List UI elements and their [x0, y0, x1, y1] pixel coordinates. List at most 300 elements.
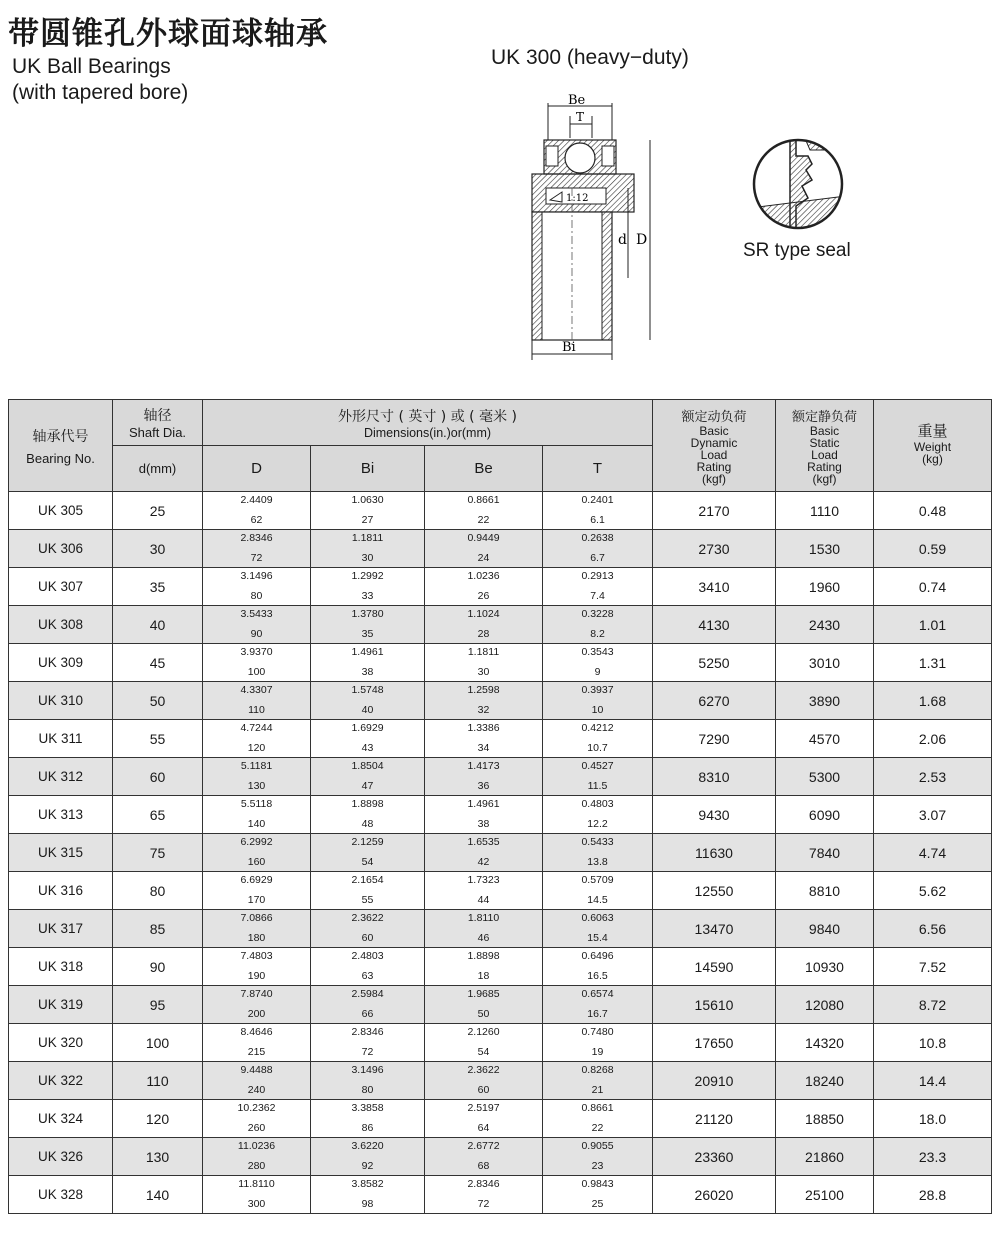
cell-dim-bi-mm: 55	[361, 894, 374, 906]
cell-dim-be-mm: 60	[477, 1084, 490, 1096]
cell-dynamic-load: 13470	[653, 910, 776, 948]
table-row	[9, 492, 992, 530]
cell-dim-t-mm: 12.2	[587, 818, 608, 830]
cell-dim-be-inch: 1.1024	[467, 608, 500, 620]
cell-weight: 14.4	[874, 1062, 992, 1100]
cell-dim-bi-inch: 1.3780	[351, 608, 384, 620]
cell-dim-t-mm: 15.4	[587, 932, 608, 944]
cell-dim-be	[425, 910, 543, 948]
cell-dim-d-inch: 11.0236	[237, 1140, 276, 1152]
header-stat-cn: 额定静负荷	[791, 410, 857, 425]
cell-weight: 2.06	[874, 720, 992, 758]
cell-dim-bi-inch: 1.8898	[351, 798, 384, 810]
cell-dim-t	[543, 834, 653, 872]
cell-dim-d-mm: 190	[247, 970, 266, 982]
cell-static-load: 18240	[776, 1062, 874, 1100]
cell-static-load: 21860	[776, 1138, 874, 1176]
cell-dim-t-mm: 6.1	[590, 514, 605, 526]
cell-dim-t-inch: 0.2638	[581, 532, 614, 544]
cell-bearing-no: UK 310	[9, 682, 113, 720]
cell-dim-bi-inch: 1.0630	[351, 494, 384, 506]
cell-dim-t-inch: 0.9843	[581, 1178, 614, 1190]
cell-dim-t-inch: 0.6063	[581, 912, 614, 924]
cell-bearing-no: UK 328	[9, 1176, 113, 1214]
cell-dim-bi-mm: 33	[361, 590, 374, 602]
cell-dim-bi	[311, 1138, 425, 1176]
cell-static-load: 2430	[776, 606, 874, 644]
cell-dim-d-inch: 7.4803	[240, 950, 273, 962]
cell-dim-bi	[311, 682, 425, 720]
cell-static-load: 12080	[776, 986, 874, 1024]
cell-dynamic-load: 2730	[653, 530, 776, 568]
table-row	[9, 1176, 992, 1214]
cell-weight: 6.56	[874, 910, 992, 948]
cell-dim-be-mm: 42	[477, 856, 490, 868]
cell-dim-bi-inch: 3.8582	[351, 1178, 384, 1190]
cell-dim-d	[203, 1062, 311, 1100]
cell-dim-t-mm: 19	[591, 1046, 604, 1058]
label-t: T	[576, 110, 585, 124]
cell-dim-d	[203, 720, 311, 758]
cell-shaft-dia: 30	[113, 530, 203, 568]
cell-dim-be-inch: 2.8346	[467, 1178, 500, 1190]
cell-dim-t	[543, 1100, 653, 1138]
cell-shaft-dia: 75	[113, 834, 203, 872]
cell-dim-bi-inch: 3.6220	[351, 1140, 384, 1152]
cell-dim-be-inch: 2.1260	[467, 1026, 500, 1038]
cell-dynamic-load: 14590	[653, 948, 776, 986]
cell-bearing-no: UK 324	[9, 1100, 113, 1138]
cell-dim-d-mm: 110	[248, 704, 265, 716]
cell-dim-bi	[311, 986, 425, 1024]
cell-dim-be-inch: 1.4173	[467, 760, 500, 772]
cell-dim-t	[543, 872, 653, 910]
label-be: Be	[568, 93, 586, 108]
cell-weight: 0.48	[874, 492, 992, 530]
cell-dim-bi	[311, 720, 425, 758]
cell-weight: 1.01	[874, 606, 992, 644]
cell-shaft-dia: 25	[113, 492, 203, 530]
cell-bearing-no: UK 318	[9, 948, 113, 986]
header-dims-en: Dimensions(in.)or(mm)	[363, 425, 492, 440]
cell-static-load: 3890	[776, 682, 874, 720]
cell-static-load: 4570	[776, 720, 874, 758]
cell-dim-bi-mm: 92	[361, 1160, 374, 1172]
cell-dynamic-load: 8310	[653, 758, 776, 796]
cell-static-load: 18850	[776, 1100, 874, 1138]
cell-shaft-dia: 130	[113, 1138, 203, 1176]
cell-dim-d-inch: 6.6929	[240, 874, 273, 886]
cell-dim-t-mm: 16.5	[587, 970, 608, 982]
cell-dim-d-inch: 3.9370	[240, 646, 273, 658]
cell-dim-d	[203, 910, 311, 948]
cell-dim-be	[425, 758, 543, 796]
cell-dim-t	[543, 1138, 653, 1176]
cell-dim-be-inch: 1.8110	[467, 912, 500, 924]
header-dyn-cn: 额定动负荷	[681, 410, 747, 425]
cell-dim-t-inch: 0.4212	[581, 722, 614, 734]
cell-dim-d-inch: 6.2992	[240, 836, 273, 848]
cell-dim-d-mm: 140	[247, 818, 266, 830]
cell-bearing-no: UK 317	[9, 910, 113, 948]
cell-dim-be-inch: 1.3386	[467, 722, 500, 734]
cell-dim-t-inch: 0.5709	[581, 874, 614, 886]
header-bearing-en: Bearing No.	[26, 450, 95, 466]
cell-dynamic-load: 26020	[653, 1176, 776, 1214]
table-row	[9, 1100, 992, 1138]
cell-dim-d-mm: 80	[250, 590, 263, 602]
cell-shaft-dia: 100	[113, 1024, 203, 1062]
cell-dim-t-mm: 10	[591, 704, 604, 716]
cell-dim-be-inch: 1.9685	[467, 988, 500, 1000]
cell-static-load: 3010	[776, 644, 874, 682]
header-col-d: D	[203, 446, 311, 492]
cell-dim-t-mm: 23	[591, 1160, 604, 1172]
cell-dim-d-inch: 5.5118	[240, 798, 273, 810]
cell-dynamic-load: 4130	[653, 606, 776, 644]
cell-dim-d-inch: 9.4488	[240, 1064, 273, 1076]
cell-bearing-no: UK 313	[9, 796, 113, 834]
cell-dim-d	[203, 1176, 311, 1214]
cell-dim-t-inch: 0.6574	[581, 988, 614, 1000]
cell-weight: 3.07	[874, 796, 992, 834]
cell-dim-bi-mm: 60	[361, 932, 374, 944]
cell-dim-be-inch: 0.9449	[467, 532, 500, 544]
header-dyn-en: Basic Dynamic Load Rating (kgf)	[690, 424, 738, 486]
cell-dim-t-mm: 16.7	[587, 1008, 608, 1020]
cell-dim-be-inch: 1.1811	[467, 646, 500, 658]
cell-dim-d-mm: 300	[247, 1198, 266, 1210]
cell-shaft-dia: 110	[113, 1062, 203, 1100]
cell-shaft-dia: 140	[113, 1176, 203, 1214]
cell-dim-bi-inch: 1.2992	[351, 570, 384, 582]
cell-bearing-no: UK 306	[9, 530, 113, 568]
cell-dim-bi	[311, 872, 425, 910]
cell-weight: 5.62	[874, 872, 992, 910]
cell-weight: 10.8	[874, 1024, 992, 1062]
cell-dim-be-inch: 1.7323	[467, 874, 500, 886]
cell-dim-t-inch: 0.9055	[581, 1140, 614, 1152]
cell-dim-be	[425, 1062, 543, 1100]
cell-static-load: 25100	[776, 1176, 874, 1214]
cell-dim-t-inch: 0.6496	[581, 950, 614, 962]
cell-dim-t	[543, 796, 653, 834]
table-row	[9, 644, 992, 682]
cell-static-load: 7840	[776, 834, 874, 872]
cell-bearing-no: UK 315	[9, 834, 113, 872]
cell-dim-t	[543, 948, 653, 986]
cell-dim-bi-inch: 2.3622	[351, 912, 384, 924]
cell-dim-d-mm: 90	[250, 628, 263, 640]
cell-dim-be-inch: 1.6535	[467, 836, 500, 848]
seal-detail-icon	[750, 136, 846, 232]
cell-dim-d	[203, 644, 311, 682]
cell-bearing-no: UK 326	[9, 1138, 113, 1176]
cell-dynamic-load: 9430	[653, 796, 776, 834]
cell-dim-t	[543, 492, 653, 530]
cell-dim-t	[543, 606, 653, 644]
cell-dim-d	[203, 986, 311, 1024]
cell-shaft-dia: 55	[113, 720, 203, 758]
cell-dim-t	[543, 1024, 653, 1062]
header-shaft-cn: 轴径	[143, 408, 172, 424]
cell-dim-be-mm: 38	[477, 818, 490, 830]
table-row	[9, 530, 992, 568]
cell-dim-t-mm: 13.8	[587, 856, 608, 868]
cell-dim-t-mm: 25	[591, 1198, 604, 1210]
cell-dim-t-mm: 9	[594, 666, 601, 678]
cell-dim-be	[425, 682, 543, 720]
cell-dim-t-inch: 0.4803	[581, 798, 614, 810]
cell-dim-d-inch: 4.3307	[240, 684, 273, 696]
cell-dynamic-load: 2170	[653, 492, 776, 530]
table-row	[9, 568, 992, 606]
cell-dim-d-inch: 10.2362	[237, 1102, 276, 1114]
cell-weight: 18.0	[874, 1100, 992, 1138]
header-dimensions	[203, 400, 653, 446]
cell-dim-d-inch: 7.8740	[240, 988, 273, 1000]
cell-weight: 7.52	[874, 948, 992, 986]
cell-dim-bi	[311, 1062, 425, 1100]
cell-dim-be-inch: 1.2598	[467, 684, 500, 696]
cell-dim-t-mm: 22	[591, 1122, 604, 1134]
cell-dim-bi-mm: 47	[361, 780, 374, 792]
cell-dim-be-mm: 50	[477, 1008, 490, 1020]
cell-shaft-dia: 85	[113, 910, 203, 948]
cell-bearing-no: UK 305	[9, 492, 113, 530]
cell-dim-d	[203, 796, 311, 834]
title-en-line2: (with tapered bore)	[12, 81, 189, 104]
cell-dim-bi-mm: 80	[361, 1084, 374, 1096]
header-dynamic-load	[653, 400, 776, 492]
table-row	[9, 948, 992, 986]
table-row	[9, 910, 992, 948]
cell-dim-be	[425, 720, 543, 758]
cell-dim-be	[425, 568, 543, 606]
cell-dim-d-inch: 7.0866	[240, 912, 273, 924]
cell-dim-bi-inch: 1.8504	[351, 760, 384, 772]
table-row	[9, 986, 992, 1024]
cell-dim-be	[425, 796, 543, 834]
cell-dim-be-mm: 18	[477, 970, 490, 982]
cell-dim-bi-inch: 1.1811	[351, 532, 384, 544]
cell-dim-d-inch: 11.8110	[238, 1178, 275, 1190]
cell-dynamic-load: 11630	[653, 834, 776, 872]
cell-dim-d	[203, 758, 311, 796]
cell-dim-t	[543, 682, 653, 720]
cell-dim-be	[425, 606, 543, 644]
cell-dim-bi	[311, 834, 425, 872]
cell-dim-t-inch: 0.2913	[581, 570, 614, 582]
cell-dim-bi	[311, 530, 425, 568]
cell-dim-t-inch: 0.5433	[581, 836, 614, 848]
cell-static-load: 10930	[776, 948, 874, 986]
cell-dim-t	[543, 1062, 653, 1100]
cell-dim-bi-inch: 2.1654	[351, 874, 384, 886]
cell-dim-d-mm: 170	[247, 894, 266, 906]
cell-dim-bi-inch: 3.1496	[351, 1064, 384, 1076]
cell-weight: 8.72	[874, 986, 992, 1024]
cell-dim-be-mm: 64	[477, 1122, 490, 1134]
cell-dynamic-load: 21120	[653, 1100, 776, 1138]
cell-dim-d	[203, 568, 311, 606]
cell-dim-bi	[311, 1100, 425, 1138]
cell-dim-bi-inch: 2.5984	[351, 988, 384, 1000]
cell-dim-t-inch: 0.8268	[581, 1064, 614, 1076]
cell-static-load: 6090	[776, 796, 874, 834]
header-col-be: Be	[425, 446, 543, 492]
cell-shaft-dia: 90	[113, 948, 203, 986]
cell-dim-t-inch: 0.7480	[581, 1026, 614, 1038]
table-row	[9, 720, 992, 758]
cell-dim-be	[425, 948, 543, 986]
cell-dim-be-inch: 2.6772	[467, 1140, 500, 1152]
cell-dim-t	[543, 644, 653, 682]
cell-dim-be	[425, 872, 543, 910]
cell-shaft-dia: 65	[113, 796, 203, 834]
cell-dim-d	[203, 1100, 311, 1138]
cell-bearing-no: UK 320	[9, 1024, 113, 1062]
cell-dynamic-load: 7290	[653, 720, 776, 758]
header-col-t: T	[543, 446, 653, 492]
cell-static-load: 5300	[776, 758, 874, 796]
cell-dim-be-inch: 1.0236	[467, 570, 500, 582]
label-bi: Bi	[562, 340, 576, 355]
cell-dim-bi	[311, 796, 425, 834]
header-weight	[874, 400, 992, 492]
cell-dim-d-inch: 4.7244	[240, 722, 273, 734]
cell-dim-be-inch: 1.8898	[467, 950, 500, 962]
cell-dim-be-mm: 46	[477, 932, 490, 944]
cell-dim-d-mm: 120	[247, 742, 266, 754]
cell-dim-bi-mm: 63	[361, 970, 374, 982]
cell-shaft-dia: 80	[113, 872, 203, 910]
cell-dim-bi-inch: 1.5748	[351, 684, 384, 696]
label-taper: 1:12	[566, 193, 589, 204]
table-row	[9, 1138, 992, 1176]
cell-bearing-no: UK 319	[9, 986, 113, 1024]
table-row	[9, 682, 992, 720]
cell-bearing-no: UK 308	[9, 606, 113, 644]
cell-dim-be	[425, 986, 543, 1024]
cell-dim-d-mm: 130	[247, 780, 266, 792]
header-col-bi: Bi	[311, 446, 425, 492]
cell-dim-be-mm: 54	[477, 1046, 490, 1058]
cell-dim-bi-inch: 2.8346	[351, 1026, 384, 1038]
cell-dim-d	[203, 606, 311, 644]
cell-dim-t-mm: 14.5	[587, 894, 608, 906]
cell-dim-d-inch: 2.4409	[240, 494, 273, 506]
title-en-line1: UK Ball Bearings	[12, 55, 171, 78]
cell-weight: 1.68	[874, 682, 992, 720]
cell-dim-t-mm: 11.5	[587, 780, 608, 792]
cell-weight: 4.74	[874, 834, 992, 872]
cell-dim-t-mm: 21	[591, 1084, 604, 1096]
seal-label: SR type seal	[743, 240, 851, 261]
header-bearing-cn: 轴承代号	[32, 428, 89, 445]
cell-dim-be	[425, 644, 543, 682]
cell-dim-d-inch: 3.5433	[240, 608, 273, 620]
cell-dim-be-mm: 34	[477, 742, 490, 754]
page-title-cn: 带圆锥孔外球面球轴承	[8, 16, 328, 52]
header-weight-en: Weight (kg)	[913, 440, 952, 466]
bearing-table-wrap	[8, 399, 991, 1214]
cell-dim-bi-mm: 40	[361, 704, 374, 716]
cell-dynamic-load: 15610	[653, 986, 776, 1024]
cell-weight: 23.3	[874, 1138, 992, 1176]
cell-dim-be-inch: 2.3622	[467, 1064, 500, 1076]
cell-dim-be-mm: 44	[477, 894, 490, 906]
cell-dim-t	[543, 758, 653, 796]
cell-dim-t-inch: 0.3937	[581, 684, 614, 696]
cell-dim-t-inch: 0.3228	[581, 608, 614, 620]
cell-dim-t	[543, 568, 653, 606]
cell-shaft-dia: 120	[113, 1100, 203, 1138]
cell-dim-bi-mm: 48	[361, 818, 374, 830]
cell-static-load: 8810	[776, 872, 874, 910]
cell-shaft-dia: 45	[113, 644, 203, 682]
cell-dim-be	[425, 1024, 543, 1062]
cell-dim-be-mm: 28	[477, 628, 490, 640]
cell-dim-bi	[311, 910, 425, 948]
cell-dim-d	[203, 1024, 311, 1062]
cell-dim-d-inch: 3.1496	[240, 570, 273, 582]
cell-dim-bi-mm: 43	[361, 742, 374, 754]
cell-dim-bi	[311, 644, 425, 682]
cell-dim-be	[425, 1138, 543, 1176]
cell-bearing-no: UK 322	[9, 1062, 113, 1100]
cell-dim-t-inch: 0.4527	[581, 760, 614, 772]
table-row	[9, 796, 992, 834]
cell-dim-be-inch: 2.5197	[467, 1102, 500, 1114]
cell-bearing-no: UK 316	[9, 872, 113, 910]
cell-dim-be-mm: 26	[477, 590, 490, 602]
cell-dim-be	[425, 1176, 543, 1214]
cell-dim-be	[425, 1100, 543, 1138]
cell-dim-t-inch: 0.2401	[581, 494, 614, 506]
cell-bearing-no: UK 309	[9, 644, 113, 682]
cell-dim-t	[543, 1176, 653, 1214]
cell-dim-d-mm: 72	[250, 552, 263, 564]
cell-dim-t-inch: 0.3543	[581, 646, 614, 658]
cell-dim-bi	[311, 758, 425, 796]
cell-bearing-no: UK 307	[9, 568, 113, 606]
bearing-drawing	[520, 88, 660, 368]
cell-dim-t	[543, 530, 653, 568]
cell-dim-d	[203, 530, 311, 568]
cell-dim-d-inch: 5.1181	[240, 760, 273, 772]
cell-dim-d-inch: 2.8346	[240, 532, 273, 544]
label-D: D	[636, 232, 648, 248]
table-row	[9, 758, 992, 796]
cell-dim-be-mm: 68	[477, 1160, 490, 1172]
cell-dim-t	[543, 910, 653, 948]
cell-dim-bi	[311, 1176, 425, 1214]
cell-bearing-no: UK 312	[9, 758, 113, 796]
cell-dim-bi-mm: 38	[361, 666, 374, 678]
cell-dim-d	[203, 492, 311, 530]
label-d: d	[618, 232, 627, 248]
cell-dim-d	[203, 872, 311, 910]
cell-dim-d-mm: 160	[247, 856, 266, 868]
header-bearing-no	[9, 400, 113, 492]
cell-weight: 1.31	[874, 644, 992, 682]
bearing-table-body	[9, 492, 992, 1214]
series-subtitle: UK 300 (heavy−duty)	[491, 46, 689, 69]
cell-dim-t	[543, 986, 653, 1024]
cell-dim-be-mm: 30	[477, 666, 490, 678]
cell-dim-d-mm: 240	[247, 1084, 266, 1096]
